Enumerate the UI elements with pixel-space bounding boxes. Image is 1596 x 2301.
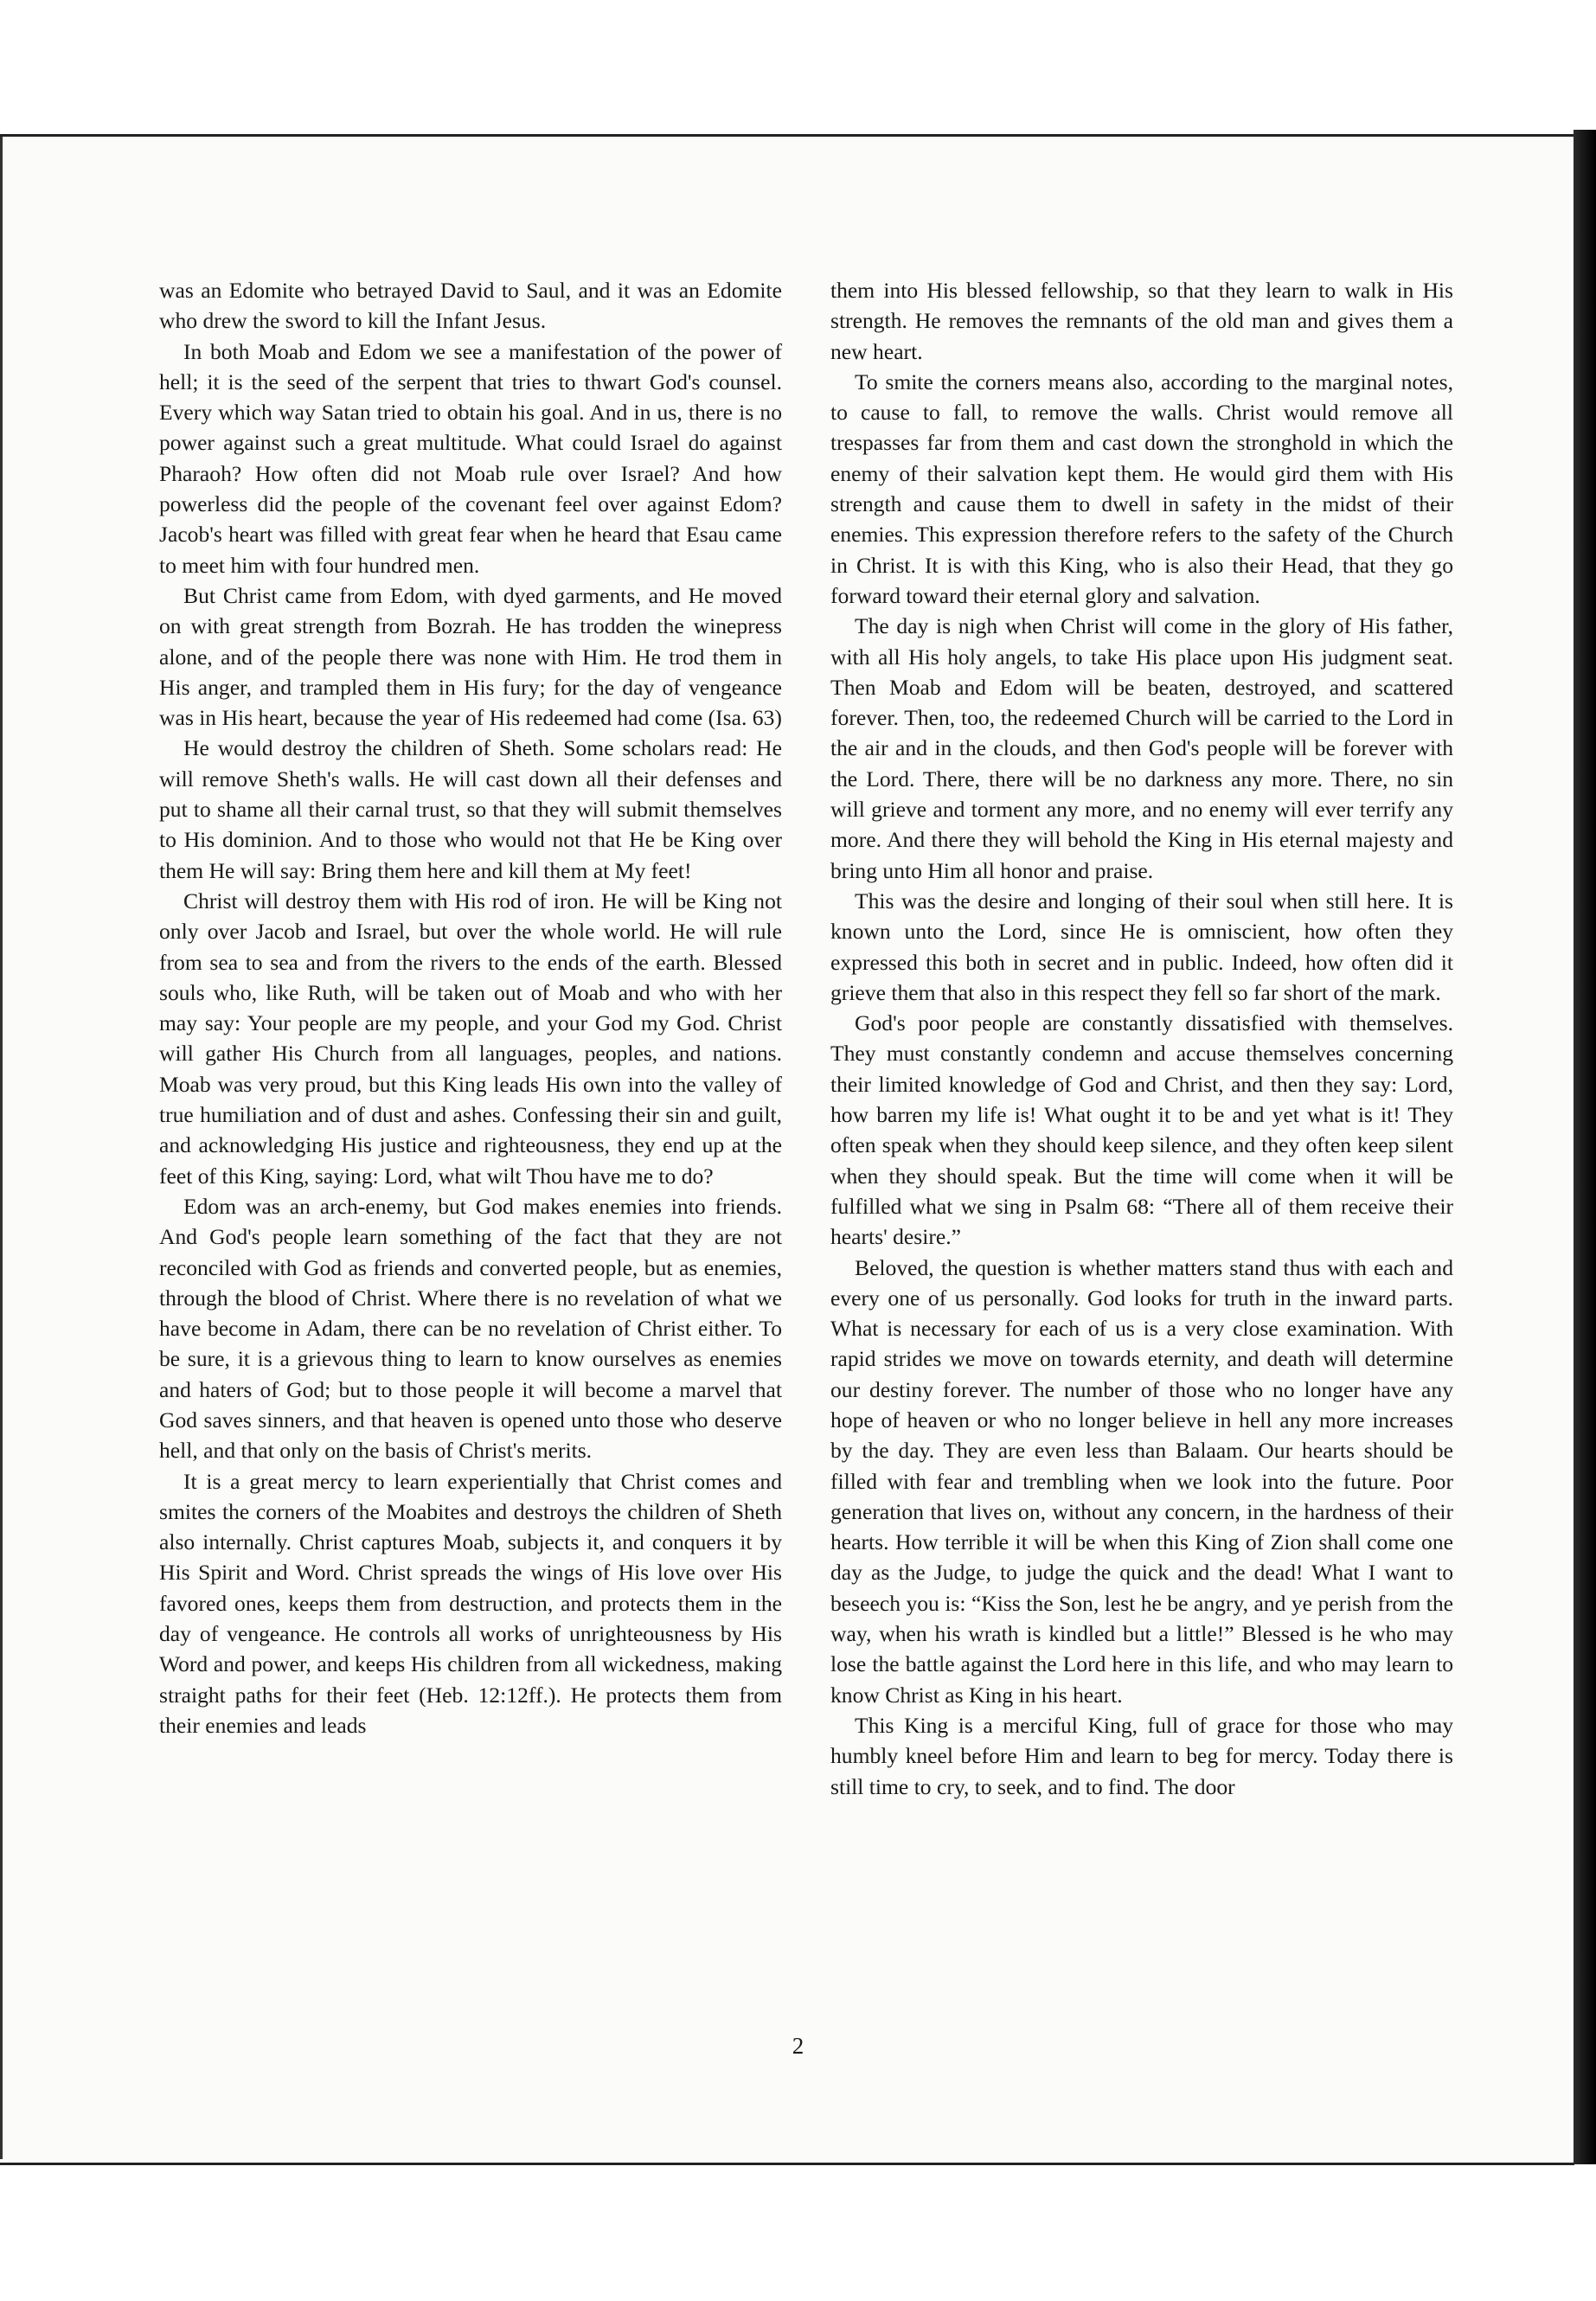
paragraph: To smite the corners means also, according to the marginal notes, to cause to fall, to remove the walls. Christ would remove all trespasses far from them and cast down the stronghold in which the enemy of their salvation kept them. He would gird them with His strength and cause them to dwell in safety in the midst of their enemies. This expression therefore refers to the safety of the Church in Christ. It is with this King, who is also their Head, that they go forward toward their eternal glory and salvation. [830,369,1453,608]
paragraph: God's poor people are constantly dissatisfied with themselves. They must constantly condemn and accuse themselves concerning their limited knowledge of God and Christ, and then they say: Lord, how barren my life is! What ought it to be and yet what is it! They often speak when they should keep silence, and they often keep silent when they should speak. But the time will come when it will be fulfilled what we sing in Psalm 68: “There all of them receive their hearts' desire.” [830,1010,1453,1250]
paragraph: But Christ came from Edom, with dyed garments, and He moved on with great strength from Bozrah. He has trodden the winepress alone, and of the people there was none with Him. He trod them in His anger, and trampled them in His fury; for the day of vengeance was in His heart, because the year of His redeemed had come (Isa. 63) [159,582,782,731]
page-number: 2 [792,2033,804,2059]
page-right-edge-shadow [1574,130,1596,2164]
paragraph: was an Edomite who betrayed David to Saul, and it was an Edomite who drew the sword to kill the Infant Jesus. [159,278,782,334]
paragraph: The day is nigh when Christ will come in the glory of His father, with all His holy angels, to take His place upon His judgment seat. Then Moab and Edom will be beaten, destroyed, and scattered forever. Then, too, the redeemed Church will be carried to the Lord in the air and in the clouds, and then God's people will be forever with the Lord. There, there will be no darkness any more. There, no sin will grieve and torment any more, and no enemy will ever terrify any more. And there they will behold the King in His eternal majesty and bring unto Him all honor and praise. [830,613,1453,883]
left-text-column [159,275,782,1740]
paragraph: them into His blessed fellowship, so that they learn to walk in His strength. He removes the remnants of the old man and gives them a new heart. [830,278,1453,364]
paragraph: Christ will destroy them with His rod of iron. He will be King not only over Jacob and Israel, but over the whole world. He will rule from sea to sea and from the rivers to the ends of the earth. Blessed souls who, like Ruth, will be taken out of Moab and who with her may say: Your people are my people, and your God my God. Christ will gather His Church from all languages, peoples, and nations. Moab was very proud, but this King leads His own into the valley of true humiliation and of dust and ashes. Confessing their sin and guilt, and acknowledging His justice and righteousness, they end up at the feet of this King, saying: Lord, what wilt Thou have me to do? [159,888,782,1189]
page-left-edge [0,137,3,2159]
paragraph: He would destroy the children of Sheth. Some scholars read: He will remove Sheth's walls. He will cast down all their defenses and put to shame all their carnal trust, so that they will submit themselves to His dominion. And to those who would not that He be King over them He will say: Bring them here and kill them at My feet! [159,735,782,883]
paragraph: This was the desire and longing of their soul when still here. It is known unto the Lord, since He is omniscient, how often they expressed this both in secret and in public. Indeed, how often did it grieve them that also in this respect they fell so far short of the mark. [830,888,1453,1005]
paragraph: In both Moab and Edom we see a manifestation of the power of hell; it is the seed of the serpent that tries to thwart God's counsel. Every which way Satan tried to obtain his goal. And in us, there is no power against such a great multitude. What could Israel do against Pharaoh? How often did not Moab rule over Israel? And how powerless did the people of the covenant feel over against Edom? Jacob's heart was filled with great fear when he heard that Esau came to meet him with four hundred men. [159,338,782,578]
paragraph: Edom was an arch-enemy, but God makes enemies into friends. And God's people learn something of the fact that they are not reconciled with God as friends and converted people, but as enemies, through the blood of Christ. Where there is no revelation of what we have become in Adam, there can be no revelation of Christ either. To be sure, it is a grievous thing to learn to know ourselves as enemies and haters of God; but to those people it will become a marvel that God saves sinners, and that heaven is opened unto those who deserve hell, and that only on the basis of Christ's merits. [159,1193,782,1464]
paragraph: This King is a merciful King, full of grace for those who may humbly kneel before Him and learn to beg for mercy. Today there is still time to cry, to seek, and to find. The door [830,1712,1453,1799]
paragraph: It is a great mercy to learn experientially that Christ comes and smites the corners of the Moabites and destroys the children of Sheth also internally. Christ captures Moab, subjects it, and conquers it by His Spirit and Word. Christ spreads the wings of His love over His favored ones, keeps them from destruction, and protects them in the day of vengeance. He controls all works of unrighteousness by His Word and power, and keeps His children from all wickedness, making straight paths for their feet (Heb. 12:12ff.). He protects them from their enemies and leads [159,1468,782,1738]
paragraph: Beloved, the question is whether matters stand thus with each and every one of us personally. God looks for truth in the inward parts. What is necessary for each of us is a very close examination. With rapid strides we move on towards eternity, and death will determine our destiny forever. The number of those who no longer have any hope of heaven or who no longer believe in hell any more increases by the day. They are even less than Balaam. Our hearts should be filled with fear and trembling when we look into the future. Poor generation that lives on, without any concern, in the hardness of their hearts. How terrible it will be when this King of Zion shall come one day as the Judge, to judge the quick and the dead! What I want to beseech you is: “Kiss the Son, lest he be angry, and ye perish from the way, when his wrath is kindled but a little!” Blessed is he who may lose the battle against the Lord here in this life, and who may learn to know Christ as King in his heart. [830,1254,1453,1708]
right-text-column [830,275,1453,1802]
